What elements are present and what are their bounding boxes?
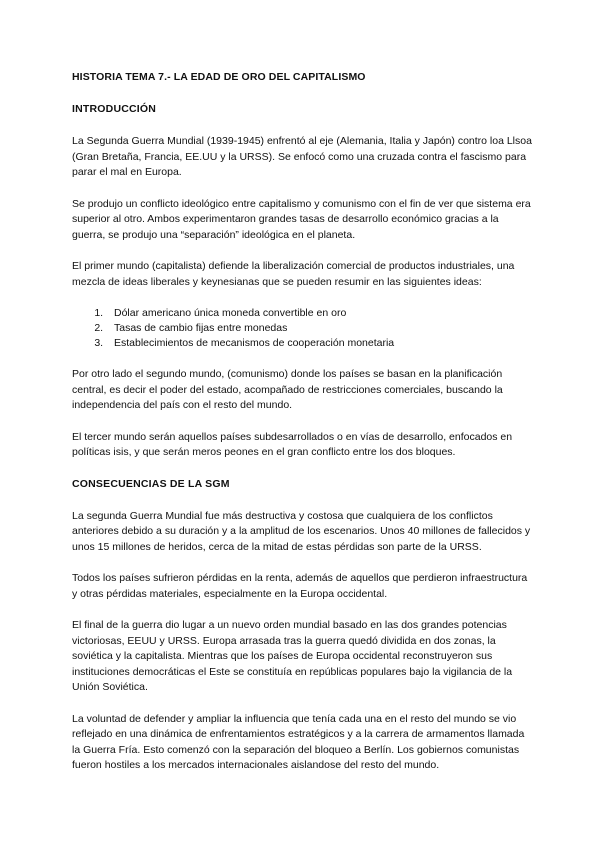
paragraph: El primer mundo (capitalista) defiende la liberalización comercial de productos industriales, una mezcla de ideas liberales y keynesianas que se pueden resumir en las siguientes ideas:: [72, 260, 515, 288]
paragraph: La voluntad de defender y ampliar la influencia que tenía cada una en el resto del mundo se vio reflejado en una dinámica de enfrentamientos estratégicos y a la carrera de armamentos llamada la Guerra Fría. Esto comenzó con la separación del bloqueo a Berlín. Los gobiernos comunistas fueron hostiles a los mercados internacionales aislandose del resto del mundo.: [72, 712, 525, 771]
paragraph: El final de la guerra dio lugar a un nuevo orden mundial basado en las dos grandes potencias victoriosas, EEUU y URSS. Europa arrasada tras la guerra quedó dividida en dos zonas, la soviética y la capitalista. Mientras que los países de Europa occidental reconstruyeron sus instituciones democráticas el Este se constituía en repúblicas populares bajo la vigilancia de la Unión Soviética.: [72, 619, 513, 693]
paragraph: La Segunda Guerra Mundial (1939-1945) enfrentó al eje (Alemania, Italia y Japón) contro loa Llsoa (Gran Bretaña, Francia, EE.UU y la URSS). Se enfocó como una cruzada contra el fascismo para parar el mal en Europa.: [72, 135, 532, 178]
paragraph: La segunda Guerra Mundial fue más destructiva y costosa que cualquiera de los conflictos anteriores debido a su duración y a la amplitud de los escenarios. Unos 40 millones de fallecidos y unos 15 millones de heridos, cerca de la mitad de estas pérdidas son parte de la URSS.: [72, 509, 531, 553]
section-heading-introduccion: INTRODUCCIÓN: [72, 103, 157, 115]
paragraph: Por otro lado el segundo mundo, (comunismo) donde los países se basan en la planificación central, es decir el poder del estado, acompañado de restricciones comerciales, buscando la independencia del país con el resto del mundo.: [72, 368, 503, 411]
list-item: 1. Dólar americano única moneda convertible en oro: [106, 306, 534, 321]
paragraph: Todos los países sufrieron pérdidas en la renta, además de aquellos que perdieron infraestructura y otras pérdidas materiales, especialmente en la Europa occidental.: [72, 572, 528, 600]
document-title: HISTORIA TEMA 7.- LA EDAD DE ORO DEL CAPITALISMO: [72, 71, 366, 83]
list-item: 2. Tasas de cambio fijas entre monedas: [106, 321, 534, 336]
section-heading-consecuencias: CONSECUENCIAS DE LA SGM: [72, 477, 230, 490]
paragraph: El tercer mundo serán aquellos países subdesarrollados o en vías de desarrollo, enfocados en políticas isis, y que serán meros peones en el gran conflicto entre los dos bloques.: [72, 430, 513, 458]
paragraph: Se produjo un conflicto ideológico entre capitalismo y comunismo con el fin de ver que sistema era superior al otro. Ambos experimentaron grandes tasas de desarrollo económico gracias a la guerra, se produjo una “separación” ideológica en el planeta.: [72, 197, 531, 241]
ideas-list: [72, 306, 534, 351]
list-item: 3. Establecimientos de mecanismos de cooperación monetaria: [106, 336, 534, 351]
